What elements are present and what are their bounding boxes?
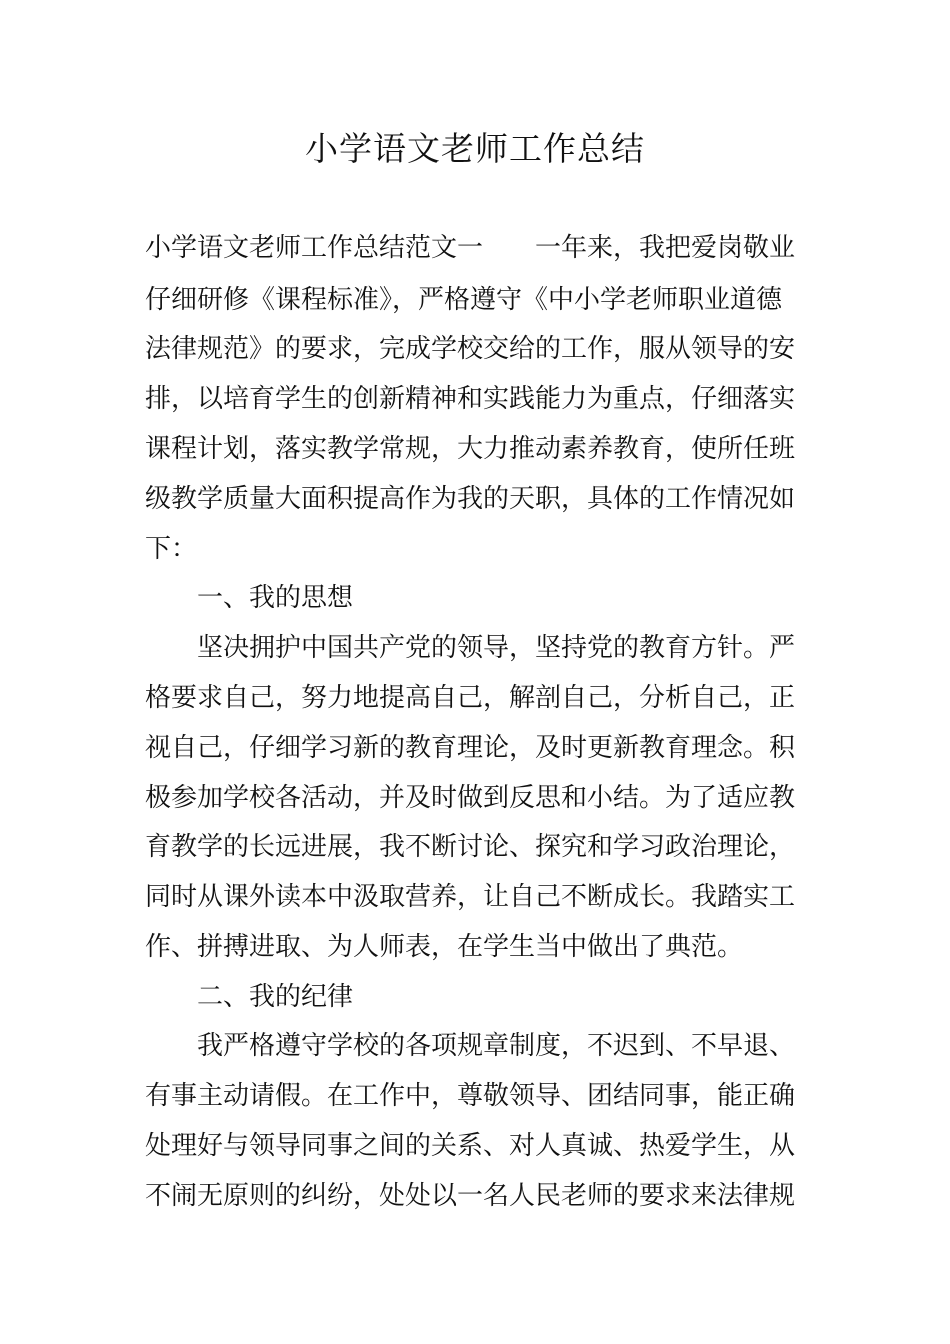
body-line: 育教学的长远进展，我不断讨论、探究和学习政治理论， [145, 832, 796, 862]
body-line: 法律规范》的要求，完成学校交给的工作，服从领导的安 [145, 334, 796, 364]
body-line: 处理好与领导同事之间的关系、对人真诚、热爱学生，从 [145, 1131, 796, 1161]
body-line: 极参加学校各活动，并及时做到反思和小结。为了适应教 [145, 783, 796, 813]
body-line: 下： [145, 534, 198, 564]
body-line: 我严格遵守学校的各项规章制度，不迟到、不早退、 [145, 1031, 796, 1061]
body-line: 坚决拥护中国共产党的领导，坚持党的教育方针。严 [145, 633, 796, 663]
body-line: 课程计划，落实教学常规，大力推动素养教育，使所任班 [145, 434, 796, 464]
body-line: 排，以培育学生的创新精神和实践能力为重点，仔细落实 [145, 384, 796, 414]
body-line: 有事主动请假。在工作中，尊敬领导、团结同事，能正确 [145, 1081, 796, 1111]
section-heading: 二、我的纪律 [145, 982, 354, 1012]
body-line: 级教学质量大面积提高作为我的天职，具体的工作情况如 [145, 484, 796, 514]
section-heading: 一、我的思想 [145, 583, 354, 613]
body-line: 视自己，仔细学习新的教育理论，及时更新教育理念。积 [145, 733, 796, 763]
document-title: 小学语文老师工作总结 [305, 129, 645, 168]
body-line: 同时从课外读本中汲取营养，让自己不断成长。我踏实工 [145, 882, 796, 912]
body-line: 作、拼搏进取、为人师表，在学生当中做出了典范。 [145, 932, 744, 962]
body-line: 小学语文老师工作总结范文一 一年来，我把爱岗敬业 [145, 233, 796, 263]
body-line: 仔细研修《课程标准》，严格遵守《中小学老师职业道德 [145, 285, 783, 315]
body-line: 格要求自己，努力地提高自己，解剖自己，分析自己，正 [145, 683, 796, 713]
body-line: 不闹无原则的纠纷，处处以一名人民老师的要求来法律规 [145, 1181, 796, 1211]
